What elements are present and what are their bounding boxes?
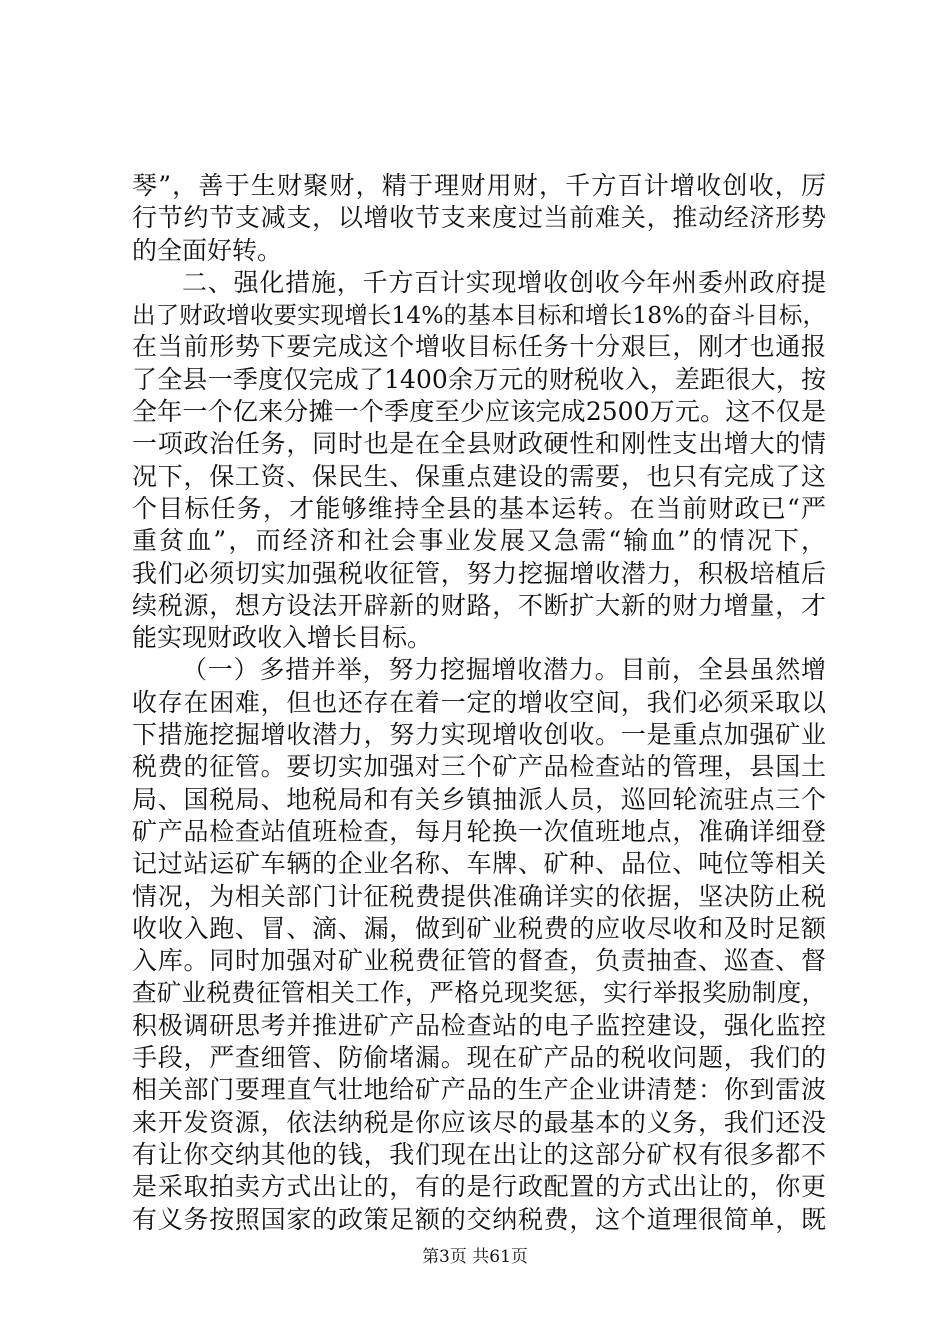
text-line: 出了财政增收要实现增长14%的基本目标和增长18%的奋斗目标， xyxy=(132,301,826,330)
text-line: 能实现财政收入增长目标。 xyxy=(132,623,433,653)
text-line: 收存在困难，但也还存在着一定的增收空间，我们必须采取以 xyxy=(132,687,826,717)
text-line: 矿产品检查站值班检查，每月轮换一次值班地点，准确详细登 xyxy=(132,816,826,846)
text-line: 琴”，善于生财聚财，精于理财用财，千方百计增收创收，厉 xyxy=(132,171,826,200)
text-line: 情况，为相关部门计征税费提供准确详实的依据，坚决防止税 xyxy=(132,881,826,911)
text-line: 了全县一季度仅完成了1400余万元的财税收入，差距很大，按 xyxy=(132,364,826,394)
text-line: 行节约节支减支，以增收节支来度过当前难关，推动经济形势 xyxy=(132,203,826,233)
text-line: 我们必须切实加强税收征管，努力挖掘增收潜力，积极培植后 xyxy=(132,558,826,588)
text-line: 税费的征管。要切实加强对三个矿产品检查站的管理，县国土 xyxy=(132,752,826,782)
text-line: （一）多措并举，努力挖掘增收潜力。目前，全县虽然增 xyxy=(182,655,826,685)
text-line: 局、国税局、地税局和有关乡镇抽派人员，巡回轮流驻点三个 xyxy=(132,784,826,814)
document-body xyxy=(132,170,826,1236)
text-line: 下措施挖掘增收潜力，努力实现增收创收。一是重点加强矿业 xyxy=(132,720,826,750)
page-footer: 第3页 共61页 xyxy=(422,1247,528,1267)
text-line: 的全面好转。 xyxy=(132,235,283,265)
text-line: 有义务按照国家的政策足额的交纳税费，这个道理很简单，既 xyxy=(132,1204,826,1234)
text-line: 积极调研思考并推进矿产品检查站的电子监控建设，强化监控 xyxy=(132,1010,826,1040)
text-line: 全年一个亿来分摊一个季度至少应该完成2500万元。这不仅是 xyxy=(132,397,826,427)
text-line: 入库。同时加强对矿业税费征管的督查，负责抽查、巡查、督 xyxy=(132,946,826,976)
text-line: 在当前形势下要完成这个增收目标任务十分艰巨，刚才也通报 xyxy=(132,332,826,362)
text-line: 二、强化措施，千方百计实现增收创收今年州委州政府提 xyxy=(182,267,826,297)
text-line: 记过站运矿车辆的企业名称、车牌、矿种、品位、吨位等相关 xyxy=(132,849,826,879)
text-line: 手段，严查细管、防偷堵漏。现在矿产品的税收问题，我们的 xyxy=(132,1043,826,1073)
text-line: 况下，保工资、保民生、保重点建设的需要，也只有完成了这 xyxy=(132,461,826,491)
text-line: 续税源，想方设法开辟新的财路，不断扩大新的财力增量，才 xyxy=(132,590,826,620)
text-line: 来开发资源，依法纳税是你应该尽的最基本的义务，我们还没 xyxy=(132,1107,826,1137)
text-line: 一项政治任务，同时也是在全县财政硬性和刚性支出增大的情 xyxy=(132,429,826,459)
text-line: 收收入跑、冒、滴、漏，做到矿业税费的应收尽收和及时足额 xyxy=(132,913,826,943)
text-line: 个目标任务，才能够维持全县的基本运转。在当前财政已“严 xyxy=(132,493,826,523)
text-line: 是采取拍卖方式出让的，有的是行政配置的方式出让的，你更 xyxy=(132,1172,826,1202)
text-line: 相关部门要理直气壮地给矿产品的生产企业讲清楚：你到雷波 xyxy=(132,1075,826,1105)
text-line: 有让你交纳其他的钱，我们现在出让的这部分矿权有很多都不 xyxy=(132,1139,826,1169)
text-line: 重贫血”，而经济和社会事业发展又急需“输血”的情况下， xyxy=(132,526,826,556)
text-line: 查矿业税费征管相关工作，严格兑现奖惩，实行举报奖励制度， xyxy=(132,978,826,1008)
